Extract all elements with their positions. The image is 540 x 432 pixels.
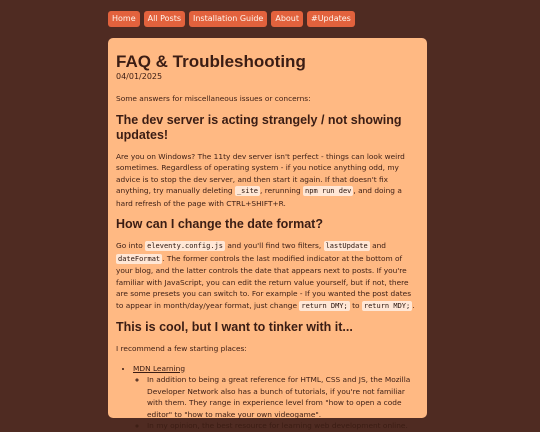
- inline-code: return MDY;: [363, 301, 411, 310]
- text-segment: , and doing a hard refresh of the page with CTRL+SHIFT+R.: [116, 186, 402, 208]
- text-segment: Are you on Windows? The 11ty dev server isn't perfect - things can look weird sometimes. Regardless of operating system - if you notice anything odd, my advice is to stop the dev server, and then start it again. If that doesn't fix anything, try manually deleting: [116, 151, 405, 195]
- section-paragraph-dev-server: [116, 151, 419, 210]
- list-item: [133, 363, 419, 432]
- nav-installation-guide-link[interactable]: Installation Guide: [189, 11, 267, 27]
- site-nav: [108, 11, 428, 27]
- section-heading-dev-server: The dev server is acting strangely / not showing updates!: [116, 112, 402, 142]
- text-segment: .: [412, 300, 415, 310]
- text-segment: , rerunning: [260, 186, 304, 195]
- nav-home-link[interactable]: Home: [108, 11, 140, 27]
- post-date: 04/01/2025: [116, 72, 163, 81]
- nav-about-link[interactable]: About: [271, 11, 303, 27]
- inline-code: return DMY;: [301, 301, 348, 310]
- text-segment: to: [349, 300, 362, 310]
- list-item: ◦ In addition to being a great reference for HTML, CSS and JS, the Mozilla Developer Network also has a bunch of tutorials, if you're not familiar with them. They range in experience level from "how to open a code editor" to "how to make your own videogame".: [147, 374, 419, 420]
- nav-updates-link[interactable]: #Updates: [307, 11, 355, 27]
- text-segment: . The former controls the last modified indicator at the bottom of your blog, and the latter controls the date that appears next to posts. If you're familiar with JavaScript, you can edit the return value yourself, but if not, there are some presets you can switch to. For example - If you wanted the post dates to appear in month/day/year format, just change: [116, 253, 412, 310]
- post-card: [108, 38, 427, 430]
- sub-list: [133, 374, 419, 432]
- text-segment: Go into: [116, 241, 146, 250]
- list-item: ◦ In my opinion, the best resource for learning web development online.: [147, 420, 419, 432]
- inline-code: dateFormat: [118, 254, 161, 263]
- section-heading-date-format: How can I change the date format?: [116, 217, 323, 231]
- inline-code: lastUpdate: [325, 242, 368, 250]
- mdn-learning-link[interactable]: MDN Learning: [133, 363, 186, 373]
- text-segment: and: [369, 241, 386, 250]
- post-title: FAQ & Troubleshooting: [116, 52, 306, 71]
- nav-all-posts-link[interactable]: All Posts: [144, 11, 185, 27]
- resource-list: [116, 363, 419, 432]
- inline-code: _site: [236, 187, 259, 195]
- section-heading-tinker: This is cool, but I want to tinker with it...: [116, 320, 353, 334]
- post-intro: Some answers for miscellaneous issues or concerns:: [116, 94, 311, 103]
- section-paragraph-tinker: I recommend a few starting places:: [116, 344, 247, 353]
- inline-code: npm run dev: [305, 187, 352, 195]
- section-paragraph-date-format: [116, 240, 419, 312]
- text-segment: and you'll find two filters,: [224, 241, 324, 250]
- inline-code: eleventy.config.js: [147, 242, 223, 250]
